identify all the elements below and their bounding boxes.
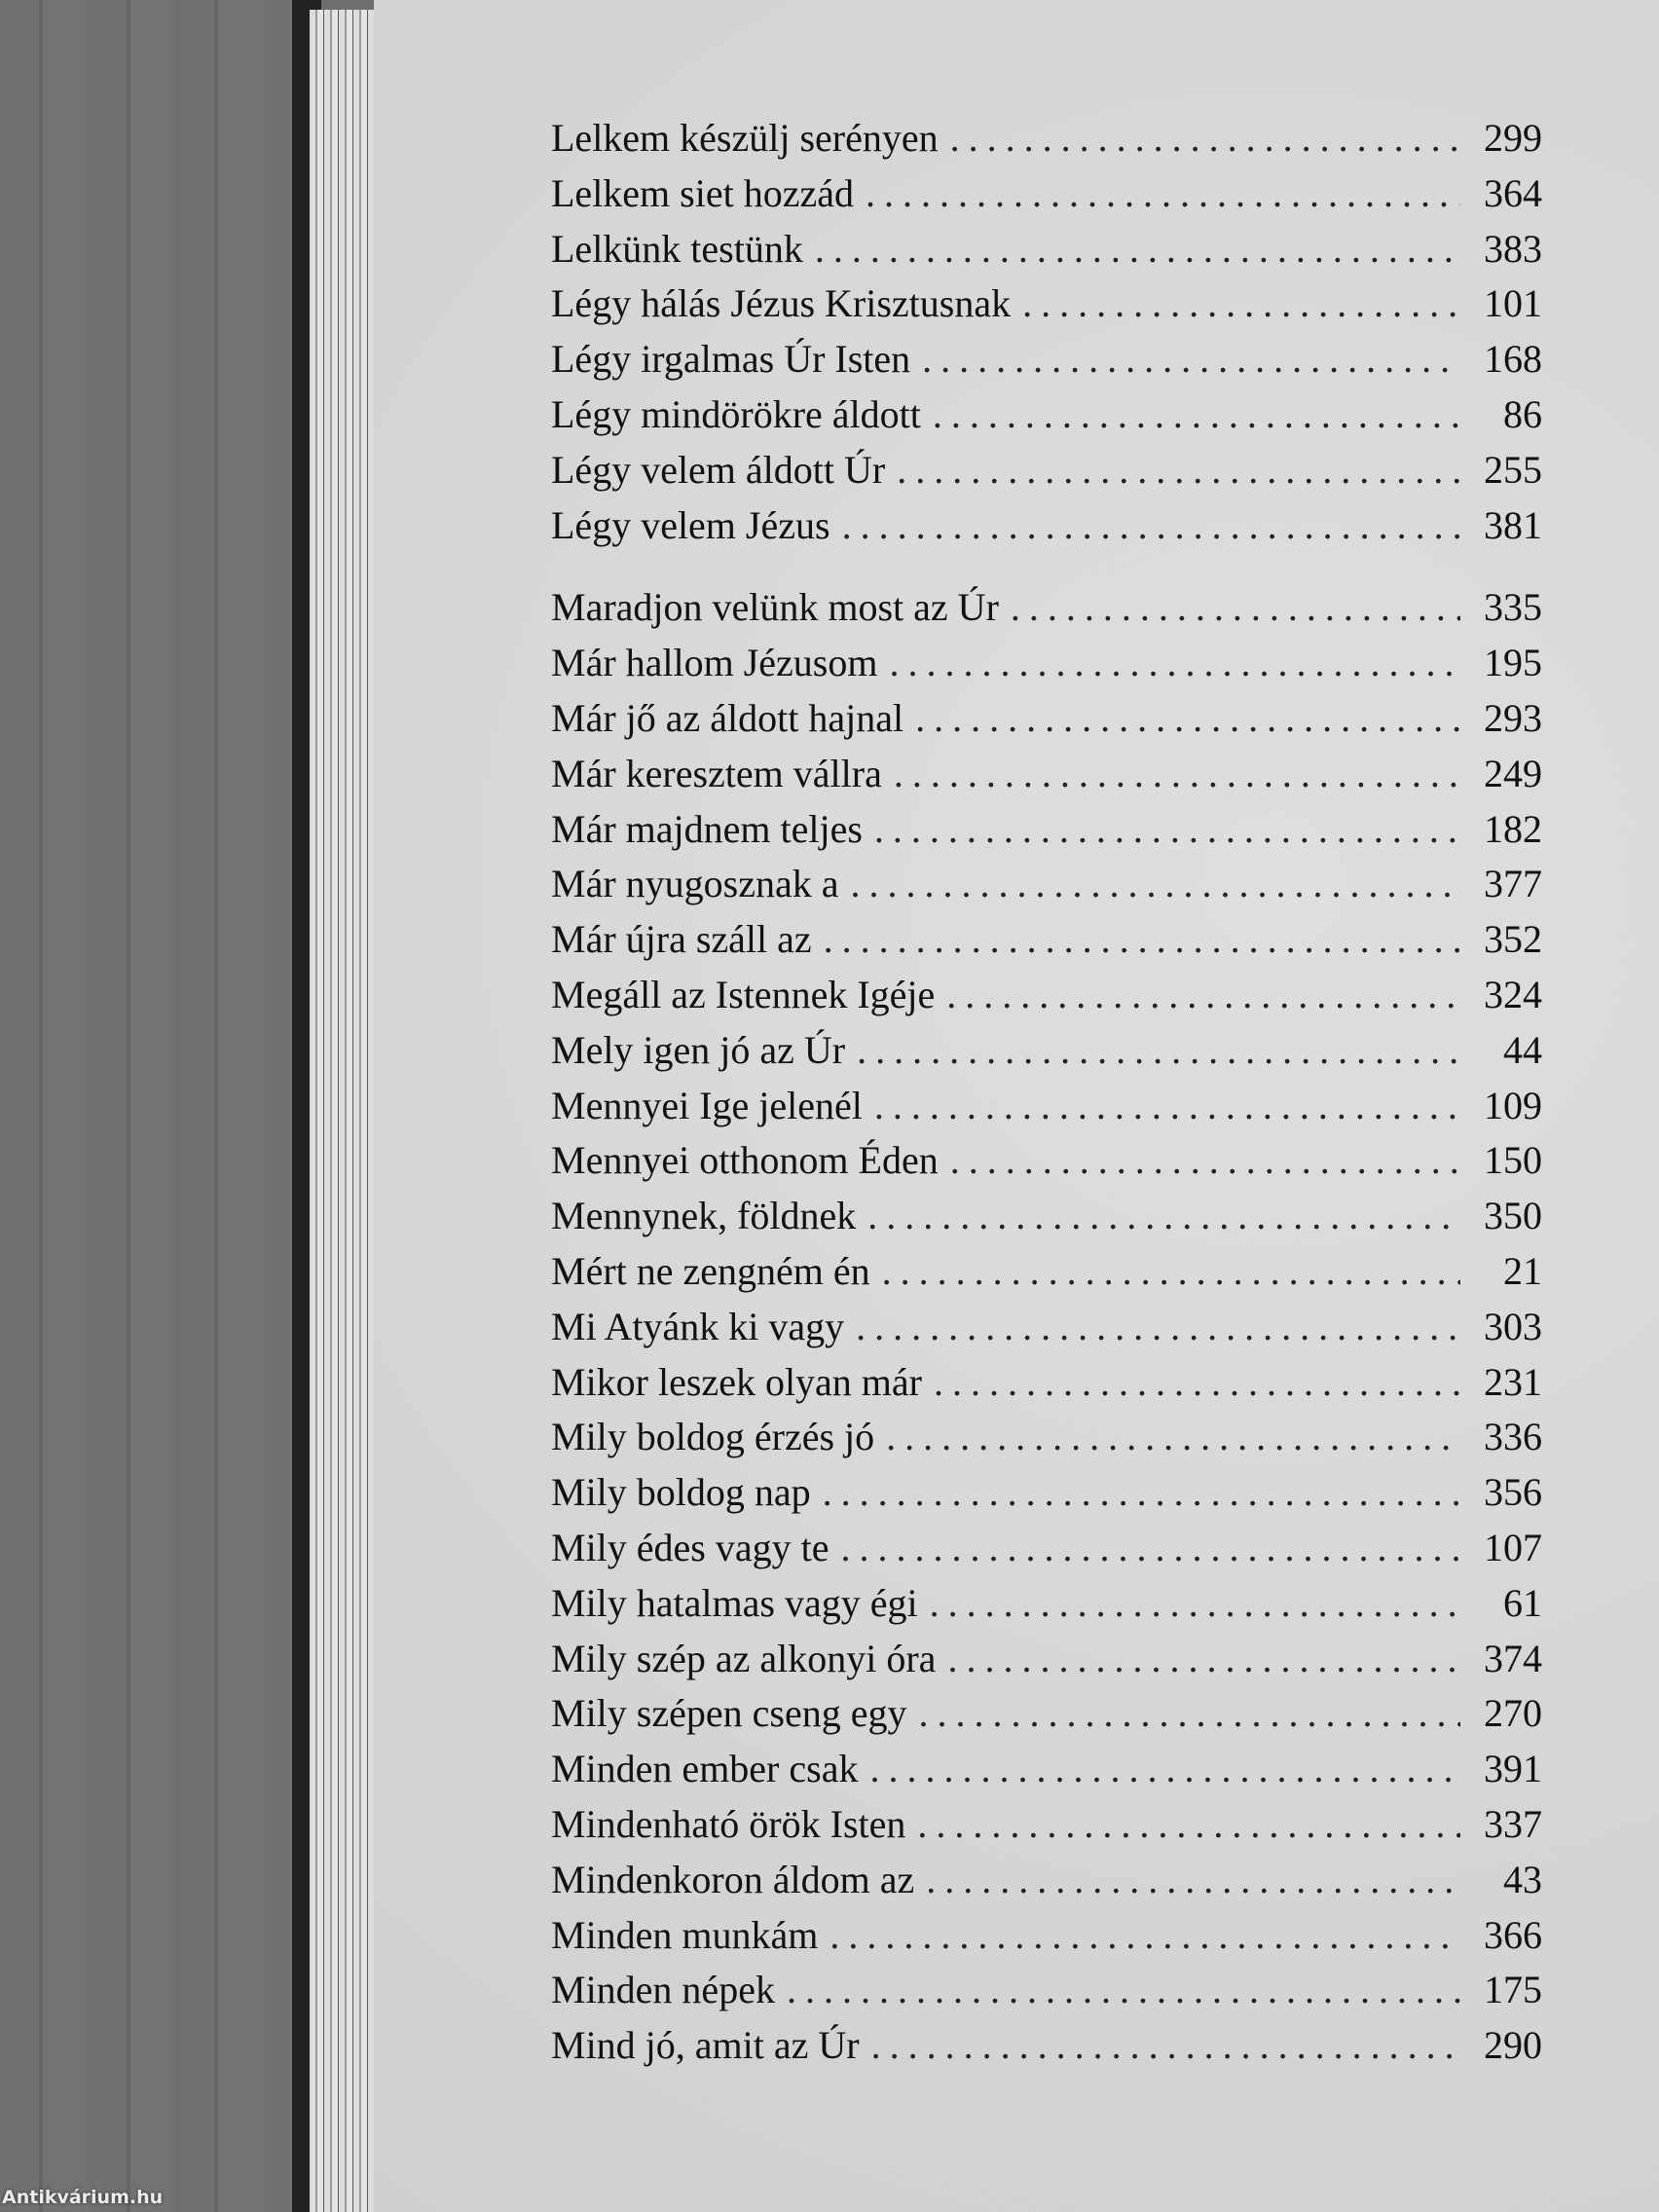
- entry-title: Már jő az áldott hajnal: [551, 696, 904, 740]
- index-entry: [551, 1746, 1542, 1792]
- leader-dots: [1011, 584, 1460, 631]
- entry-page-number: 21: [1503, 1249, 1542, 1293]
- entry-page-number: 303: [1484, 1304, 1542, 1348]
- leader-dots: [856, 1304, 1460, 1350]
- leader-dots: [1022, 280, 1460, 327]
- entry-title: Mily szép az alkonyi óra: [551, 1636, 937, 1680]
- leader-dots: [882, 1248, 1460, 1295]
- entry-title: Légy velem áldott Úr: [551, 447, 886, 492]
- index-entry: [551, 1359, 1542, 1406]
- leader-dots: [918, 1690, 1460, 1737]
- leader-dots: [915, 695, 1460, 742]
- entry-page-number: 61: [1503, 1580, 1542, 1625]
- leader-dots: [917, 1801, 1460, 1848]
- leader-dots: [857, 1027, 1460, 1074]
- entry-title: Már újra száll az: [551, 917, 812, 962]
- entry-page-number: 381: [1484, 502, 1542, 547]
- leader-dots: [867, 1193, 1460, 1239]
- index-entry: [551, 640, 1542, 686]
- entry-title: Már hallom Jézusom: [551, 641, 878, 685]
- leader-dots: [922, 336, 1460, 383]
- leader-dots: [842, 502, 1460, 549]
- entry-page-number: 299: [1484, 116, 1542, 160]
- leader-dots: [824, 916, 1460, 963]
- index-entry: [551, 1193, 1542, 1239]
- leader-dots: [874, 806, 1460, 853]
- index-entry: [551, 1248, 1542, 1295]
- entry-page-number: 43: [1503, 1857, 1542, 1901]
- entry-title: Mind jó, amit az Úr: [551, 2023, 860, 2068]
- entry-title: Mily hatalmas vagy égi: [551, 1580, 918, 1625]
- entry-title: Mennyei Ige jelenél: [551, 1083, 863, 1127]
- entry-title: Mi Atyánk ki vagy: [551, 1304, 845, 1348]
- entry-page-number: 150: [1484, 1138, 1542, 1183]
- index-entry: [551, 1083, 1542, 1129]
- index-entry: [551, 1967, 1542, 2013]
- entry-page-number: 168: [1484, 337, 1542, 382]
- entry-page-number: 366: [1484, 1912, 1542, 1957]
- entry-page-number: 175: [1484, 1968, 1542, 2012]
- entry-page-number: 255: [1484, 447, 1542, 492]
- index-entry: [551, 1027, 1542, 1074]
- index-entry: [551, 280, 1542, 327]
- entry-page-number: 336: [1484, 1415, 1542, 1459]
- leader-dots: [934, 1359, 1460, 1406]
- entry-title: Légy irgalmas Úr Isten: [551, 337, 911, 382]
- index-entry: [551, 1469, 1542, 1516]
- entry-title: Megáll az Istennek Igéje: [551, 973, 936, 1016]
- index-entry: [551, 170, 1542, 217]
- index-entry: [551, 1414, 1542, 1460]
- entry-title: Lelkem siet hozzád: [551, 170, 854, 215]
- index-entry: [551, 1912, 1542, 1959]
- entry-title: Mily szépen cseng egy: [551, 1691, 907, 1736]
- entry-page-number: 107: [1484, 1526, 1542, 1569]
- background-surface: [0, 0, 302, 2212]
- entry-page-number: 290: [1484, 2023, 1542, 2068]
- entry-title: Mely igen jó az Úr: [551, 1027, 846, 1072]
- index-entry: [551, 861, 1542, 907]
- leader-dots: [871, 2022, 1460, 2069]
- index-entry: [551, 1690, 1542, 1737]
- leader-dots: [930, 1580, 1460, 1627]
- index-entry: [551, 1636, 1542, 1682]
- entry-page-number: 383: [1484, 226, 1542, 271]
- index-entry: [551, 1580, 1542, 1627]
- entry-title: Légy hálás Jézus Krisztusnak: [551, 281, 1012, 326]
- entry-title: Minden népek: [551, 1968, 775, 2012]
- index-entry: [551, 751, 1542, 797]
- entry-title: Lelkem készülj serényen: [551, 116, 939, 160]
- leader-dots: [933, 391, 1460, 438]
- entry-page-number: 391: [1484, 1747, 1542, 1791]
- watermark: Antikvárium.hu: [2, 2187, 164, 2208]
- index-entry: [551, 1137, 1542, 1184]
- entry-title: Mennyei otthonom Éden: [551, 1138, 939, 1183]
- index-entry: [551, 2022, 1542, 2069]
- entry-page-number: 356: [1484, 1470, 1542, 1515]
- index-entry: [551, 806, 1542, 853]
- index-entry: [551, 1525, 1542, 1571]
- index-entry: [551, 972, 1542, 1018]
- entry-title: Légy velem Jézus: [551, 502, 830, 547]
- entry-page-number: 195: [1484, 641, 1542, 685]
- leader-dots: [815, 226, 1460, 273]
- index-entry: [551, 447, 1542, 494]
- leader-dots: [950, 115, 1460, 162]
- entry-title: Lelkünk testünk: [551, 226, 803, 271]
- leader-dots: [894, 751, 1460, 797]
- leader-dots: [787, 1967, 1460, 2013]
- entry-title: Mennynek, földnek: [551, 1194, 857, 1238]
- index-entry: [551, 916, 1542, 963]
- index-entry: [551, 1801, 1542, 1848]
- entry-title: Mindenható örök Isten: [551, 1802, 906, 1846]
- entry-title: Minden munkám: [551, 1912, 819, 1957]
- leader-dots: [890, 640, 1461, 686]
- leader-dots: [946, 972, 1460, 1018]
- index-entry: [551, 336, 1542, 383]
- leader-dots: [850, 861, 1460, 907]
- leader-dots: [823, 1469, 1460, 1516]
- entry-page-number: 44: [1503, 1027, 1542, 1072]
- index-entry: [551, 695, 1542, 742]
- leader-dots: [866, 170, 1460, 217]
- entry-page-number: 249: [1484, 751, 1542, 795]
- entry-title: Mikor leszek olyan már: [551, 1359, 922, 1404]
- entry-page-number: 352: [1484, 917, 1542, 962]
- index-entry: [551, 1857, 1542, 1903]
- entry-page-number: 270: [1484, 1691, 1542, 1736]
- entry-page-number: 293: [1484, 696, 1542, 740]
- entry-page-number: 364: [1484, 170, 1542, 215]
- leader-dots: [886, 1414, 1460, 1460]
- leader-dots: [869, 1746, 1460, 1792]
- index-entry: [551, 391, 1542, 438]
- entry-page-number: 377: [1484, 862, 1542, 906]
- entry-title: Mily édes vagy te: [551, 1526, 830, 1569]
- entry-page-number: 374: [1484, 1636, 1542, 1680]
- entry-title: Mindenkoron áldom az: [551, 1857, 915, 1901]
- entry-title: Mért ne zengném én: [551, 1249, 870, 1293]
- entry-title: Mily boldog nap: [551, 1470, 811, 1515]
- page-edges: [310, 10, 376, 2212]
- entry-page-number: 337: [1484, 1802, 1542, 1846]
- leader-dots: [947, 1636, 1460, 1682]
- entry-page-number: 109: [1484, 1083, 1542, 1127]
- entry-title: Már majdnem teljes: [551, 806, 863, 851]
- entry-page-number: 101: [1484, 281, 1542, 326]
- leader-dots: [830, 1912, 1460, 1959]
- entry-title: Minden ember csak: [551, 1747, 859, 1791]
- index-entry: [551, 584, 1542, 631]
- entry-title: Már keresztem vállra: [551, 751, 882, 795]
- entry-page-number: 86: [1503, 392, 1542, 436]
- entry-title: Légy mindörökre áldott: [551, 392, 921, 436]
- index-entry: [551, 1304, 1542, 1350]
- index-entry: [551, 502, 1542, 549]
- entry-page-number: 350: [1484, 1194, 1542, 1238]
- entry-page-number: 231: [1484, 1359, 1542, 1404]
- entry-page-number: 324: [1484, 973, 1542, 1016]
- index-entry: [551, 226, 1542, 273]
- leader-dots: [926, 1857, 1460, 1903]
- leader-dots: [874, 1083, 1460, 1129]
- index-entry: [551, 115, 1542, 162]
- entry-page-number: 335: [1484, 585, 1542, 630]
- entry-title: Maradjon velünk most az Úr: [551, 585, 999, 630]
- leader-dots: [841, 1525, 1461, 1571]
- entry-title: Már nyugosznak a: [551, 862, 839, 906]
- leader-dots: [897, 447, 1460, 494]
- entry-page-number: 182: [1484, 806, 1542, 851]
- entry-title: Mily boldog érzés jó: [551, 1415, 875, 1459]
- leader-dots: [950, 1137, 1460, 1184]
